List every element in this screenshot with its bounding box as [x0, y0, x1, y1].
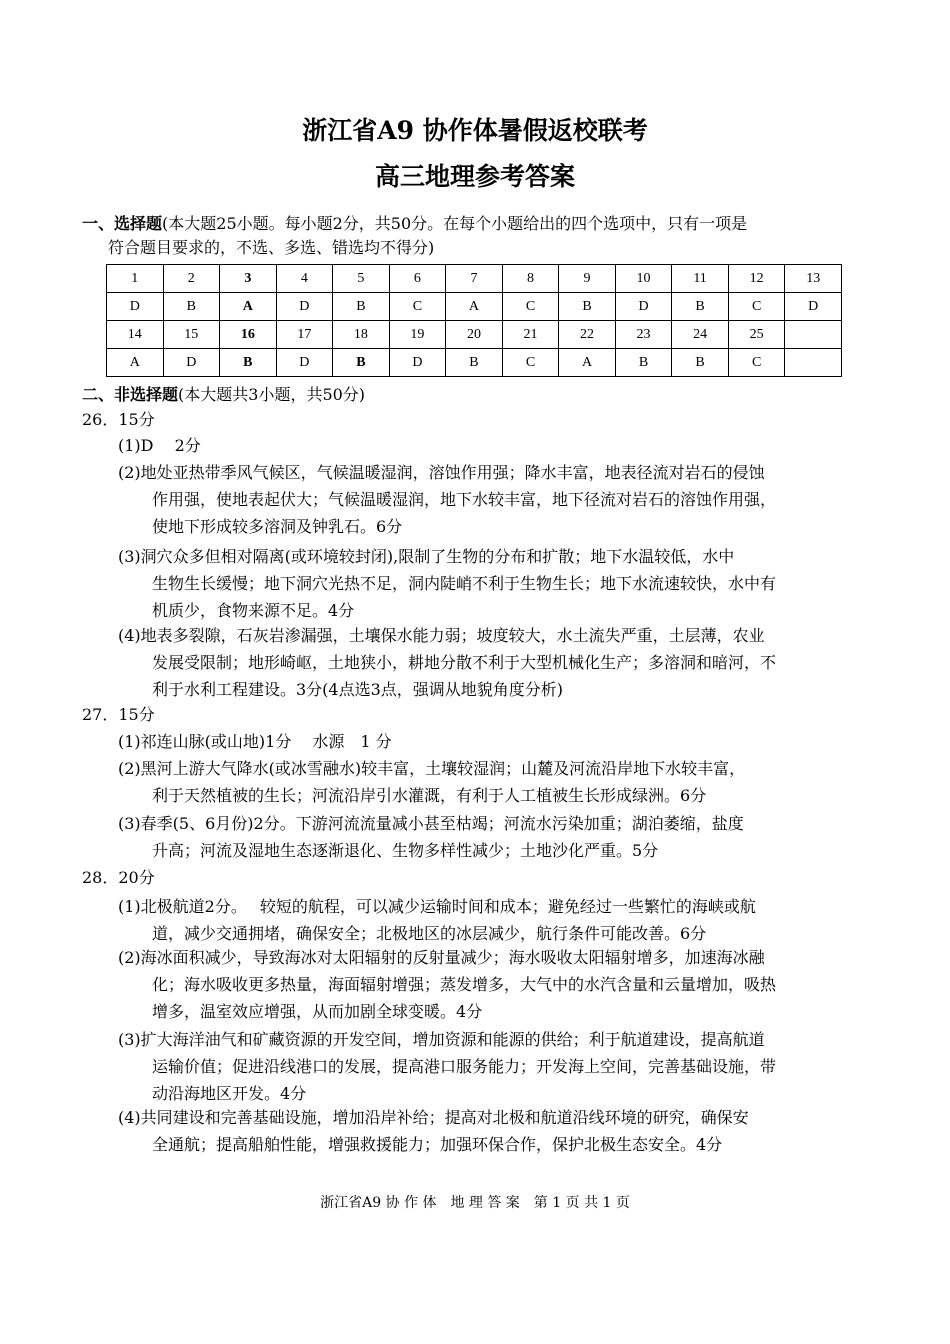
- answer-cell: C: [502, 293, 559, 321]
- q27-part3: (3)春季(5、6月份)2分。下游河流流量减小甚至枯竭；河流水污染加重；湖泊萎缩，盐度 升高；河流及湿地生态逐渐退化、生物多样性减少；土地沙化严重。5分: [118, 814, 744, 860]
- answer-cell: A: [446, 293, 503, 321]
- answer-cell: C: [728, 349, 785, 377]
- question-number: 23: [615, 321, 672, 349]
- table-row: [107, 265, 842, 293]
- section2-heading: 二、非选择题: [82, 385, 179, 404]
- answer-cell: D: [785, 293, 842, 321]
- question-number: [785, 321, 842, 349]
- answer-cell: C: [728, 293, 785, 321]
- answer-cell: B: [672, 293, 729, 321]
- q27-part1: (1)祁连山脉(或山地)1分 水源 1 分: [118, 732, 392, 751]
- q28-part2: (2)海冰面积减少，导致海冰对太阳辐射的反射量减少；海水吸收太阳辐射增多，加速海冰融 化；海水吸收更多热量，海面辐射增强；蒸发增多，大气中的水汽含量和云量增加，吸热 增多，温室效应增强，从而加剧全球变暖。4分: [118, 948, 777, 1021]
- answer-cell: B: [220, 349, 277, 377]
- question-number: 11: [672, 265, 729, 293]
- question-number: 9: [559, 265, 616, 293]
- question-number: 17: [276, 321, 333, 349]
- q26-part2: (2)地处亚热带季风气候区，气候温暖湿润，溶蚀作用强；降水丰富，地表径流对岩石的侵蚀 作用强，使地表起伏大；气候温暖湿润，地下水较丰富，地下径流对岩石的溶蚀作用强， 使地下形成较多溶洞及钟乳石。6分: [118, 463, 777, 536]
- q26-part4: (4)地表多裂隙，石灰岩渗漏强，土壤保水能力弱；坡度较大，水土流失严重，土层薄，农业 发展受限制；地形崎岖，土地狭小，耕地分散不利于大型机械化生产；多溶洞和暗河，不 利于水利工程建设。3分(4点选3点，强调从地貌角度分析): [118, 626, 777, 699]
- question-number: 22: [559, 321, 616, 349]
- question-number: 13: [785, 265, 842, 293]
- answer-cell: A: [559, 349, 616, 377]
- question-number: 25: [728, 321, 785, 349]
- answer-cell: B: [333, 293, 390, 321]
- q26-header: 26．15分: [82, 410, 155, 429]
- answer-cell: D: [615, 293, 672, 321]
- question-number: 20: [446, 321, 503, 349]
- section1-line1: [82, 212, 868, 236]
- document-title: 浙江省A9 协作体暑假返校联考: [302, 116, 648, 145]
- answer-cell: D: [389, 349, 446, 377]
- question-number: 5: [333, 265, 390, 293]
- section1-desc2: 符合题目要求的，不选、多选、错选均不得分): [108, 238, 435, 257]
- question-number: 8: [502, 265, 559, 293]
- question-number: 10: [615, 265, 672, 293]
- answer-cell: B: [672, 349, 729, 377]
- answer-cell: D: [163, 349, 220, 377]
- answer-cell: A: [107, 349, 164, 377]
- answer-cell: B: [333, 349, 390, 377]
- table-row: [107, 321, 842, 349]
- section2-desc: (本大题共3小题，共50分): [178, 385, 366, 404]
- table-row: [107, 293, 842, 321]
- section1-desc1: (本大题25小题。每小题2分，共50分。在每个小题给出的四个选项中，只有一项是: [162, 214, 748, 233]
- question-number: 7: [446, 265, 503, 293]
- q26-part1: (1)D 2分: [118, 436, 201, 455]
- q28-part1: (1)北极航道2分。 较短的航程，可以减少运输时间和成本；避免经过一些繁忙的海峡或航 道，减少交通拥堵，确保安全；北极地区的冰层减少，航行条件可能改善。6分: [118, 897, 756, 943]
- question-number: 1: [107, 265, 164, 293]
- answer-cell: B: [615, 349, 672, 377]
- q27-part2: (2)黑河上游大气降水(或冰雪融水)较丰富，土壤较湿润；山麓及河流沿岸地下水较丰富， 利于天然植被的生长；河流沿岸引水灌溉，有利于人工植被生长形成绿洲。6分: [118, 759, 746, 805]
- section2-intro: [82, 383, 868, 407]
- section1-intro: [82, 212, 868, 260]
- page-footer: 浙江省A9 协 作 体 地 理 答 案 第 1 页 共 1 页: [320, 1195, 630, 1211]
- answer-cell: D: [276, 293, 333, 321]
- question-number: 3: [220, 265, 277, 293]
- question-number: 21: [502, 321, 559, 349]
- answer-cell: D: [276, 349, 333, 377]
- question-number: 24: [672, 321, 729, 349]
- document-subtitle: 高三地理参考答案: [374, 162, 575, 191]
- answer-cell: [785, 349, 842, 377]
- question-number: 2: [163, 265, 220, 293]
- answer-cell: D: [107, 293, 164, 321]
- question-number: 15: [163, 321, 220, 349]
- question-number: 6: [389, 265, 446, 293]
- q28-header: 28．20分: [82, 868, 155, 887]
- q28-part3: (3)扩大海洋油气和矿藏资源的开发空间，增加资源和能源的供给；利于航道建设，提高航道 运输价值；促进沿线港口的发展，提高港口服务能力；开发海上空间，完善基础设施，带 动沿海地区开发。4分: [118, 1030, 777, 1103]
- answer-cell: C: [502, 349, 559, 377]
- q26-part3: (3)洞穴众多但相对隔离(或环境较封闭),限制了生物的分布和扩散；地下水温较低，水中 生物生长缓慢；地下洞穴光热不足，洞内陡峭不利于生物生长；地下水流速较快，水中有 机质少，食物来源不足。4分: [118, 547, 777, 620]
- answer-cell: B: [446, 349, 503, 377]
- question-number: 4: [276, 265, 333, 293]
- question-number: 12: [728, 265, 785, 293]
- section1-heading: 一、选择题: [82, 214, 163, 233]
- answer-cell: C: [389, 293, 446, 321]
- answer-cell: B: [163, 293, 220, 321]
- question-number: 18: [333, 321, 390, 349]
- question-number: 14: [107, 321, 164, 349]
- question-number: 16: [220, 321, 277, 349]
- answer-cell: A: [220, 293, 277, 321]
- q27-header: 27．15分: [82, 705, 155, 724]
- answer-cell: B: [559, 293, 616, 321]
- table-row: [107, 349, 842, 377]
- answer-table: [106, 264, 842, 377]
- question-number: 19: [389, 321, 446, 349]
- q28-part4: (4)共同建设和完善基础设施，增加沿岸补给；提高对北极和航道沿线环境的研究，确保安 全通航；提高船舶性能，增强救援能力；加强环保合作，保护北极生态安全。4分: [118, 1108, 749, 1154]
